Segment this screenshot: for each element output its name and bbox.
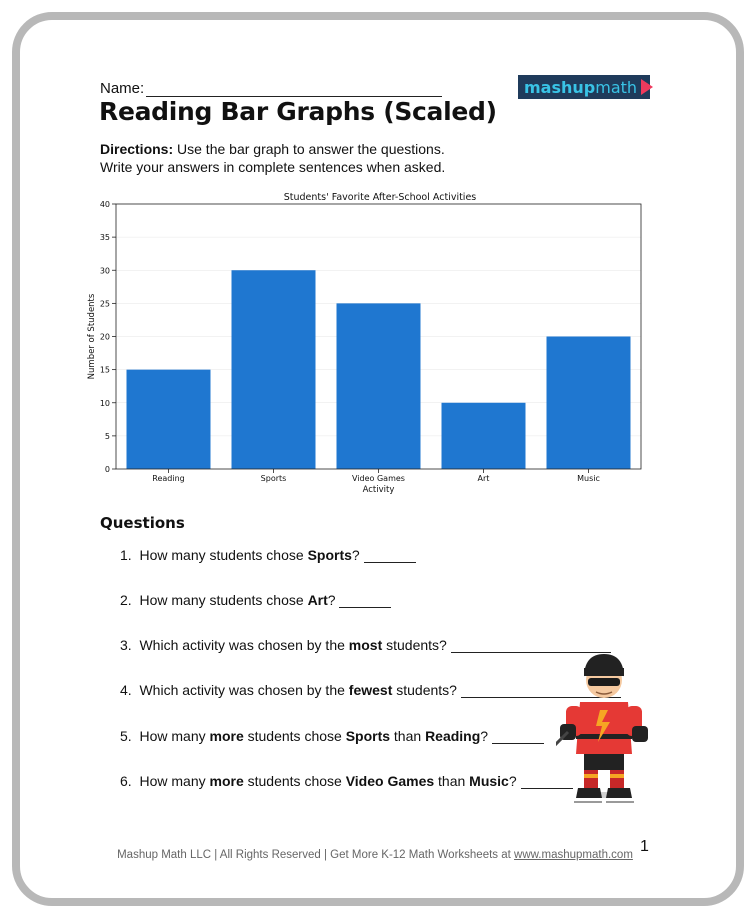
q-text: ? xyxy=(508,773,517,789)
footer-link[interactable]: www.mashupmath.com xyxy=(514,849,633,861)
q-bold: Video Games xyxy=(345,773,435,789)
q-bold: more xyxy=(209,773,244,789)
q-number: 1. xyxy=(120,547,132,563)
question-5 xyxy=(120,728,544,744)
q-bold: Sports xyxy=(307,547,352,563)
y-tick-label: 5 xyxy=(104,431,110,441)
q-text: How many students chose xyxy=(139,592,308,608)
q-text: How many xyxy=(139,773,210,789)
q-text: Which activity was chosen by the xyxy=(139,682,349,698)
answer-blank[interactable] xyxy=(364,549,416,563)
answer-blank[interactable] xyxy=(339,594,391,608)
q-text: students chose xyxy=(243,728,346,744)
questions-heading: Questions xyxy=(100,514,185,532)
question-2 xyxy=(120,592,391,608)
answer-blank[interactable] xyxy=(492,730,544,744)
q-text: ? xyxy=(480,728,489,744)
x-tick-label: Music xyxy=(577,474,600,483)
x-axis-label: Activity xyxy=(362,485,395,495)
q-text: students chose xyxy=(243,773,346,789)
question-3 xyxy=(120,637,611,653)
directions-line1: Use the bar graph to answer the questions. xyxy=(177,141,445,157)
bar-art xyxy=(442,403,526,469)
footer xyxy=(0,849,750,861)
play-triangle-icon xyxy=(641,79,653,95)
y-tick-label: 20 xyxy=(99,332,110,342)
x-tick-label: Reading xyxy=(152,474,185,483)
chart-title: Students' Favorite After-School Activities xyxy=(283,192,477,203)
x-tick-label: Video Games xyxy=(352,474,405,483)
y-tick-label: 15 xyxy=(99,365,110,375)
q-text: than xyxy=(390,728,426,744)
mashupmath-logo[interactable] xyxy=(518,75,650,99)
logo-text-bold: mashup xyxy=(524,77,596,97)
y-tick-label: 10 xyxy=(99,398,110,408)
question-1 xyxy=(120,547,416,563)
q-text: than xyxy=(434,773,470,789)
footer-text: Mashup Math LLC | All Rights Reserved | Get More K-12 Math Worksheets at xyxy=(117,849,515,861)
q-bold: Art xyxy=(307,592,328,608)
question-4 xyxy=(120,682,621,698)
bar-video-games xyxy=(337,303,421,469)
q-text: How many students chose xyxy=(139,547,308,563)
chart-bars xyxy=(127,270,631,469)
name-label: Name: xyxy=(100,80,145,97)
q-text: students? xyxy=(382,637,447,653)
q-number: 2. xyxy=(120,592,132,608)
q-bold: fewest xyxy=(348,682,393,698)
directions-label: Directions: xyxy=(100,141,174,157)
q-text: How many xyxy=(139,728,210,744)
x-tick-label: Art xyxy=(477,474,490,483)
q-bold: Reading xyxy=(425,728,481,744)
q-bold: most xyxy=(348,637,383,653)
q-number: 3. xyxy=(120,637,132,653)
q-bold: more xyxy=(209,728,244,744)
y-tick-label: 30 xyxy=(99,266,110,276)
x-axis-ticks xyxy=(152,469,600,483)
q-bold: Sports xyxy=(345,728,391,744)
bar-chart xyxy=(80,186,660,498)
page-number: 1 xyxy=(640,838,649,855)
x-tick-label: Sports xyxy=(260,474,287,483)
y-tick-label: 40 xyxy=(99,200,110,209)
directions-line2: Write your answers in complete sentences when asked. xyxy=(100,159,446,175)
y-axis-ticks xyxy=(100,200,116,474)
bar-reading xyxy=(127,370,211,469)
bar-sports xyxy=(232,270,316,469)
q-number: 6. xyxy=(120,773,132,789)
q-text: Which activity was chosen by the xyxy=(139,637,349,653)
y-tick-label: 35 xyxy=(99,233,110,243)
y-tick-label: 0 xyxy=(104,465,110,474)
name-field[interactable] xyxy=(100,80,442,97)
page-title: Reading Bar Graphs (Scaled) xyxy=(99,97,497,126)
q-bold: Music xyxy=(469,773,509,789)
name-blank[interactable] xyxy=(146,82,442,97)
q-number: 4. xyxy=(120,682,132,698)
q-text: ? xyxy=(327,592,336,608)
logo-text-light: math xyxy=(595,77,638,97)
q-text: students? xyxy=(392,682,457,698)
y-tick-label: 25 xyxy=(99,299,110,309)
question-6 xyxy=(120,773,573,789)
q-text: ? xyxy=(351,547,360,563)
hockey-player-illustration xyxy=(556,646,656,808)
y-axis-label: Number of Students xyxy=(87,293,97,380)
bar-music xyxy=(547,337,631,470)
q-number: 5. xyxy=(120,728,132,744)
directions xyxy=(100,140,445,176)
